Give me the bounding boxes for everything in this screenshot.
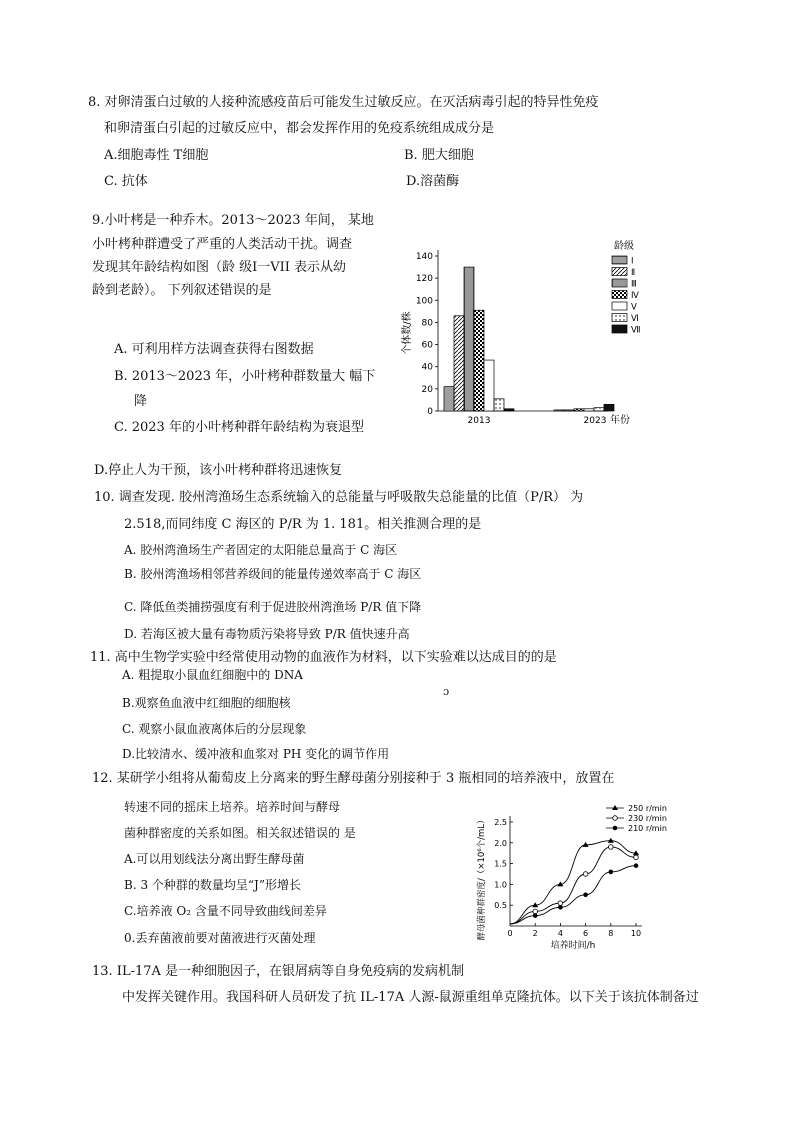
y-tick-label: 0: [427, 407, 433, 417]
q10-option-a: A. 胶州湾渔场生产者固定的太阳能总量高于 C 海区: [124, 543, 398, 557]
legend-title: 龄级: [614, 241, 634, 252]
legend-label: Ⅴ: [631, 302, 637, 313]
yeast-growth-line-chart: [472, 798, 704, 956]
x-tick-label: 6: [583, 929, 589, 938]
q8-option-a: A.细胞毒性 T细胞: [104, 148, 209, 163]
x-axis-label: 年份: [610, 415, 630, 426]
y-tick-label: 1.0: [494, 880, 507, 890]
q8-option-d: D.溶菌酶: [406, 174, 460, 189]
legend-swatch: [612, 291, 627, 299]
y-tick-label: 120: [415, 274, 433, 285]
age-structure-bar-chart: [398, 238, 648, 430]
q9-option-b-line2: 降: [134, 394, 148, 409]
q8-stem-line2: 和卵清蛋白引起的过敏反应中，都会发挥作用的免疫系统组成成分是: [104, 121, 495, 136]
q9-option-a: A. 可利用样方法调查获得右图数据: [114, 342, 314, 357]
data-point-open-circle: [558, 901, 563, 906]
data-point-triangle: [612, 805, 618, 810]
y-tick-label: 20: [421, 384, 433, 395]
legend-swatch: [612, 268, 627, 276]
y-tick-label: 2.5: [494, 818, 507, 827]
q12-option-a: A.可以用划线法分离出野生酵母菌: [124, 852, 305, 866]
legend-swatch: [612, 256, 627, 264]
data-point-triangle: [608, 838, 614, 843]
q8-stem-line1: 8. 对卵清蛋白过敏的人接种流感疫苗后可能发生过敏反应。在灭活病毒引起的特异性免疫: [88, 95, 599, 110]
q11-stem: 11. 高中生物学实验中经常使用动物的血液作为材料，以下实验难以达成目的的是: [90, 650, 557, 665]
bar: [494, 399, 504, 411]
q10-stem-line1: 10. 调查发现. 胶州湾渔场生态系统输入的总能量与呼吸散失总能量的比值（P/R） 为: [94, 490, 584, 505]
q12-option-d: 0.丢弃菌液前要对菌液进行灭菌处理: [124, 931, 316, 945]
q12-stem-line1: 12. 某研学小组将从葡萄皮上分离来的野生酵母菌分别接种于 3 瓶相同的培养液中，放置在: [92, 771, 615, 786]
q10-option-c: C. 降低鱼类捕捞强度有利于促进胶州湾渔场 P/R 值下降: [124, 600, 422, 614]
data-point-open-circle: [583, 872, 588, 877]
bar: [474, 310, 484, 411]
y-tick-label: 1.5: [494, 859, 507, 869]
legend-swatch: [612, 325, 627, 333]
q9-option-c: C. 2023 年的小叶栲种群年龄结构为衰退型: [114, 420, 364, 435]
data-point-filled-circle: [558, 905, 563, 910]
bar: [564, 410, 574, 411]
bar: [574, 409, 584, 411]
bar: [594, 408, 604, 411]
q9-option-d: D.停止人为干预，该小叶栲种群将迅速恢复: [94, 463, 343, 478]
series-line: [510, 847, 636, 924]
legend-swatch: [612, 314, 627, 322]
data-point-open-circle: [533, 909, 538, 914]
bar: [444, 387, 454, 411]
y-tick-label: 40: [421, 362, 433, 373]
x-tick-label: 2: [532, 929, 538, 938]
q12-stem-line2: 转速不同的摇床上培养。培养时间与酵母: [124, 800, 341, 814]
q13-stem-line2: 中发挥关键作用。我国科研人员研发了抗 IL-17A 人源-鼠源重组单克隆抗体。以下关于该抗体制备过: [122, 990, 699, 1005]
x-tick-label: 4: [557, 929, 563, 938]
q9-stem-line1: 9.小叶栲是一种乔木。2013～2023 年间， 某地: [92, 213, 374, 228]
data-point-filled-circle: [583, 893, 588, 898]
data-point-filled-circle: [533, 913, 538, 918]
y-tick-label: 140: [415, 252, 433, 262]
legend-label: Ⅰ: [631, 256, 634, 267]
legend-label: Ⅱ: [631, 268, 636, 278]
bar: [454, 316, 464, 411]
q9-option-b-line1: B. 2013～2023 年，小叶栲种群数量大 幅下: [114, 369, 376, 384]
y-axis-label: 个体数/株: [402, 311, 413, 355]
q9-stem-line3: 发现其年龄结构如图（龄 级Ⅰ一VII 表示从幼: [92, 260, 347, 275]
q8-option-b: B. 肥大细胞: [404, 148, 474, 163]
y-tick-label: 60: [421, 340, 433, 351]
bar: [504, 409, 514, 411]
q13-stem-line1: 13. IL-17A 是一种细胞因子，在银屑病等自身免疫病的发病机制: [92, 964, 465, 979]
q12-option-b: B. 3 个种群的数量均呈“J”形增长: [124, 878, 301, 892]
q10-option-d: D. 若海区被大量有毒物质污染将导致 P/R 值快速升高: [124, 627, 410, 641]
x-tick-label: 10: [630, 929, 642, 938]
stray-mark: ɔ: [443, 685, 450, 698]
data-point-filled-circle: [609, 870, 614, 875]
series-line: [510, 841, 636, 924]
y-tick-label: 2.0: [494, 838, 507, 848]
bar: [484, 360, 494, 411]
y-tick-label: 80: [421, 318, 433, 329]
data-point-open-circle: [634, 855, 639, 860]
q12-option-c: C.培养液 O₂ 含量不同导致曲线间差异: [124, 904, 327, 918]
bar: [464, 267, 474, 411]
y-tick-label: 0.5: [494, 901, 507, 911]
series-line: [510, 866, 636, 924]
legend-label: 210 r/min: [628, 824, 667, 833]
y-tick-label: 100: [415, 296, 433, 307]
legend-swatch: [612, 302, 627, 310]
q11-option-b: B.观察鱼血液中红细胞的细胞核: [122, 696, 291, 710]
q10-option-b: B. 胶州湾渔场相邻营养级间的能量传递效率高于 C 海区: [124, 567, 422, 581]
x-tick-label: 2023: [583, 416, 607, 426]
q11-option-d: D.比较清水、缓冲液和血浆对 PH 变化的调节作用: [122, 747, 390, 761]
x-tick-label: 2013: [467, 416, 491, 426]
legend-label: Ⅵ: [631, 314, 639, 324]
x-tick-label: 8: [608, 929, 614, 938]
legend-label: Ⅲ: [631, 279, 637, 290]
bar: [604, 404, 614, 411]
bar: [584, 409, 594, 411]
legend-swatch: [612, 279, 627, 287]
data-point-filled-circle: [634, 863, 639, 868]
q11-option-a: A. 粗提取小鼠血红细胞中的 DNA: [122, 668, 303, 682]
y-axis-label: 酵母菌种群密度/（×10⁶个/mL）: [477, 815, 487, 941]
legend-label: Ⅶ: [631, 325, 641, 336]
legend-label: 250 r/min: [628, 804, 667, 813]
x-axis-label: 培养时间/h: [550, 941, 596, 951]
data-point-open-circle: [609, 845, 614, 850]
q12-stem-line3: 菌种群密度的关系如图。相关叙述错误的 是: [124, 826, 356, 840]
q8-option-c: C. 抗体: [104, 174, 148, 189]
q10-stem-line2: 2.518,而同纬度 C 海区的 P/R 为 1. 181。相关推测合理的是: [124, 517, 482, 532]
bar: [554, 410, 564, 411]
data-point-filled-circle: [613, 826, 618, 831]
q9-stem-line4: 龄到老龄）。 下列叙述错误的是: [92, 283, 272, 298]
data-point-open-circle: [613, 816, 618, 821]
x-tick-label: 0: [507, 929, 513, 938]
q9-stem-line2: 小叶栲种群遭受了严重的人类活动干扰。调查: [92, 237, 353, 252]
legend-label: 230 r/min: [628, 814, 667, 823]
legend-label: Ⅳ: [631, 291, 639, 301]
q11-option-c: C. 观察小鼠血液离体后的分层现象: [122, 722, 307, 736]
